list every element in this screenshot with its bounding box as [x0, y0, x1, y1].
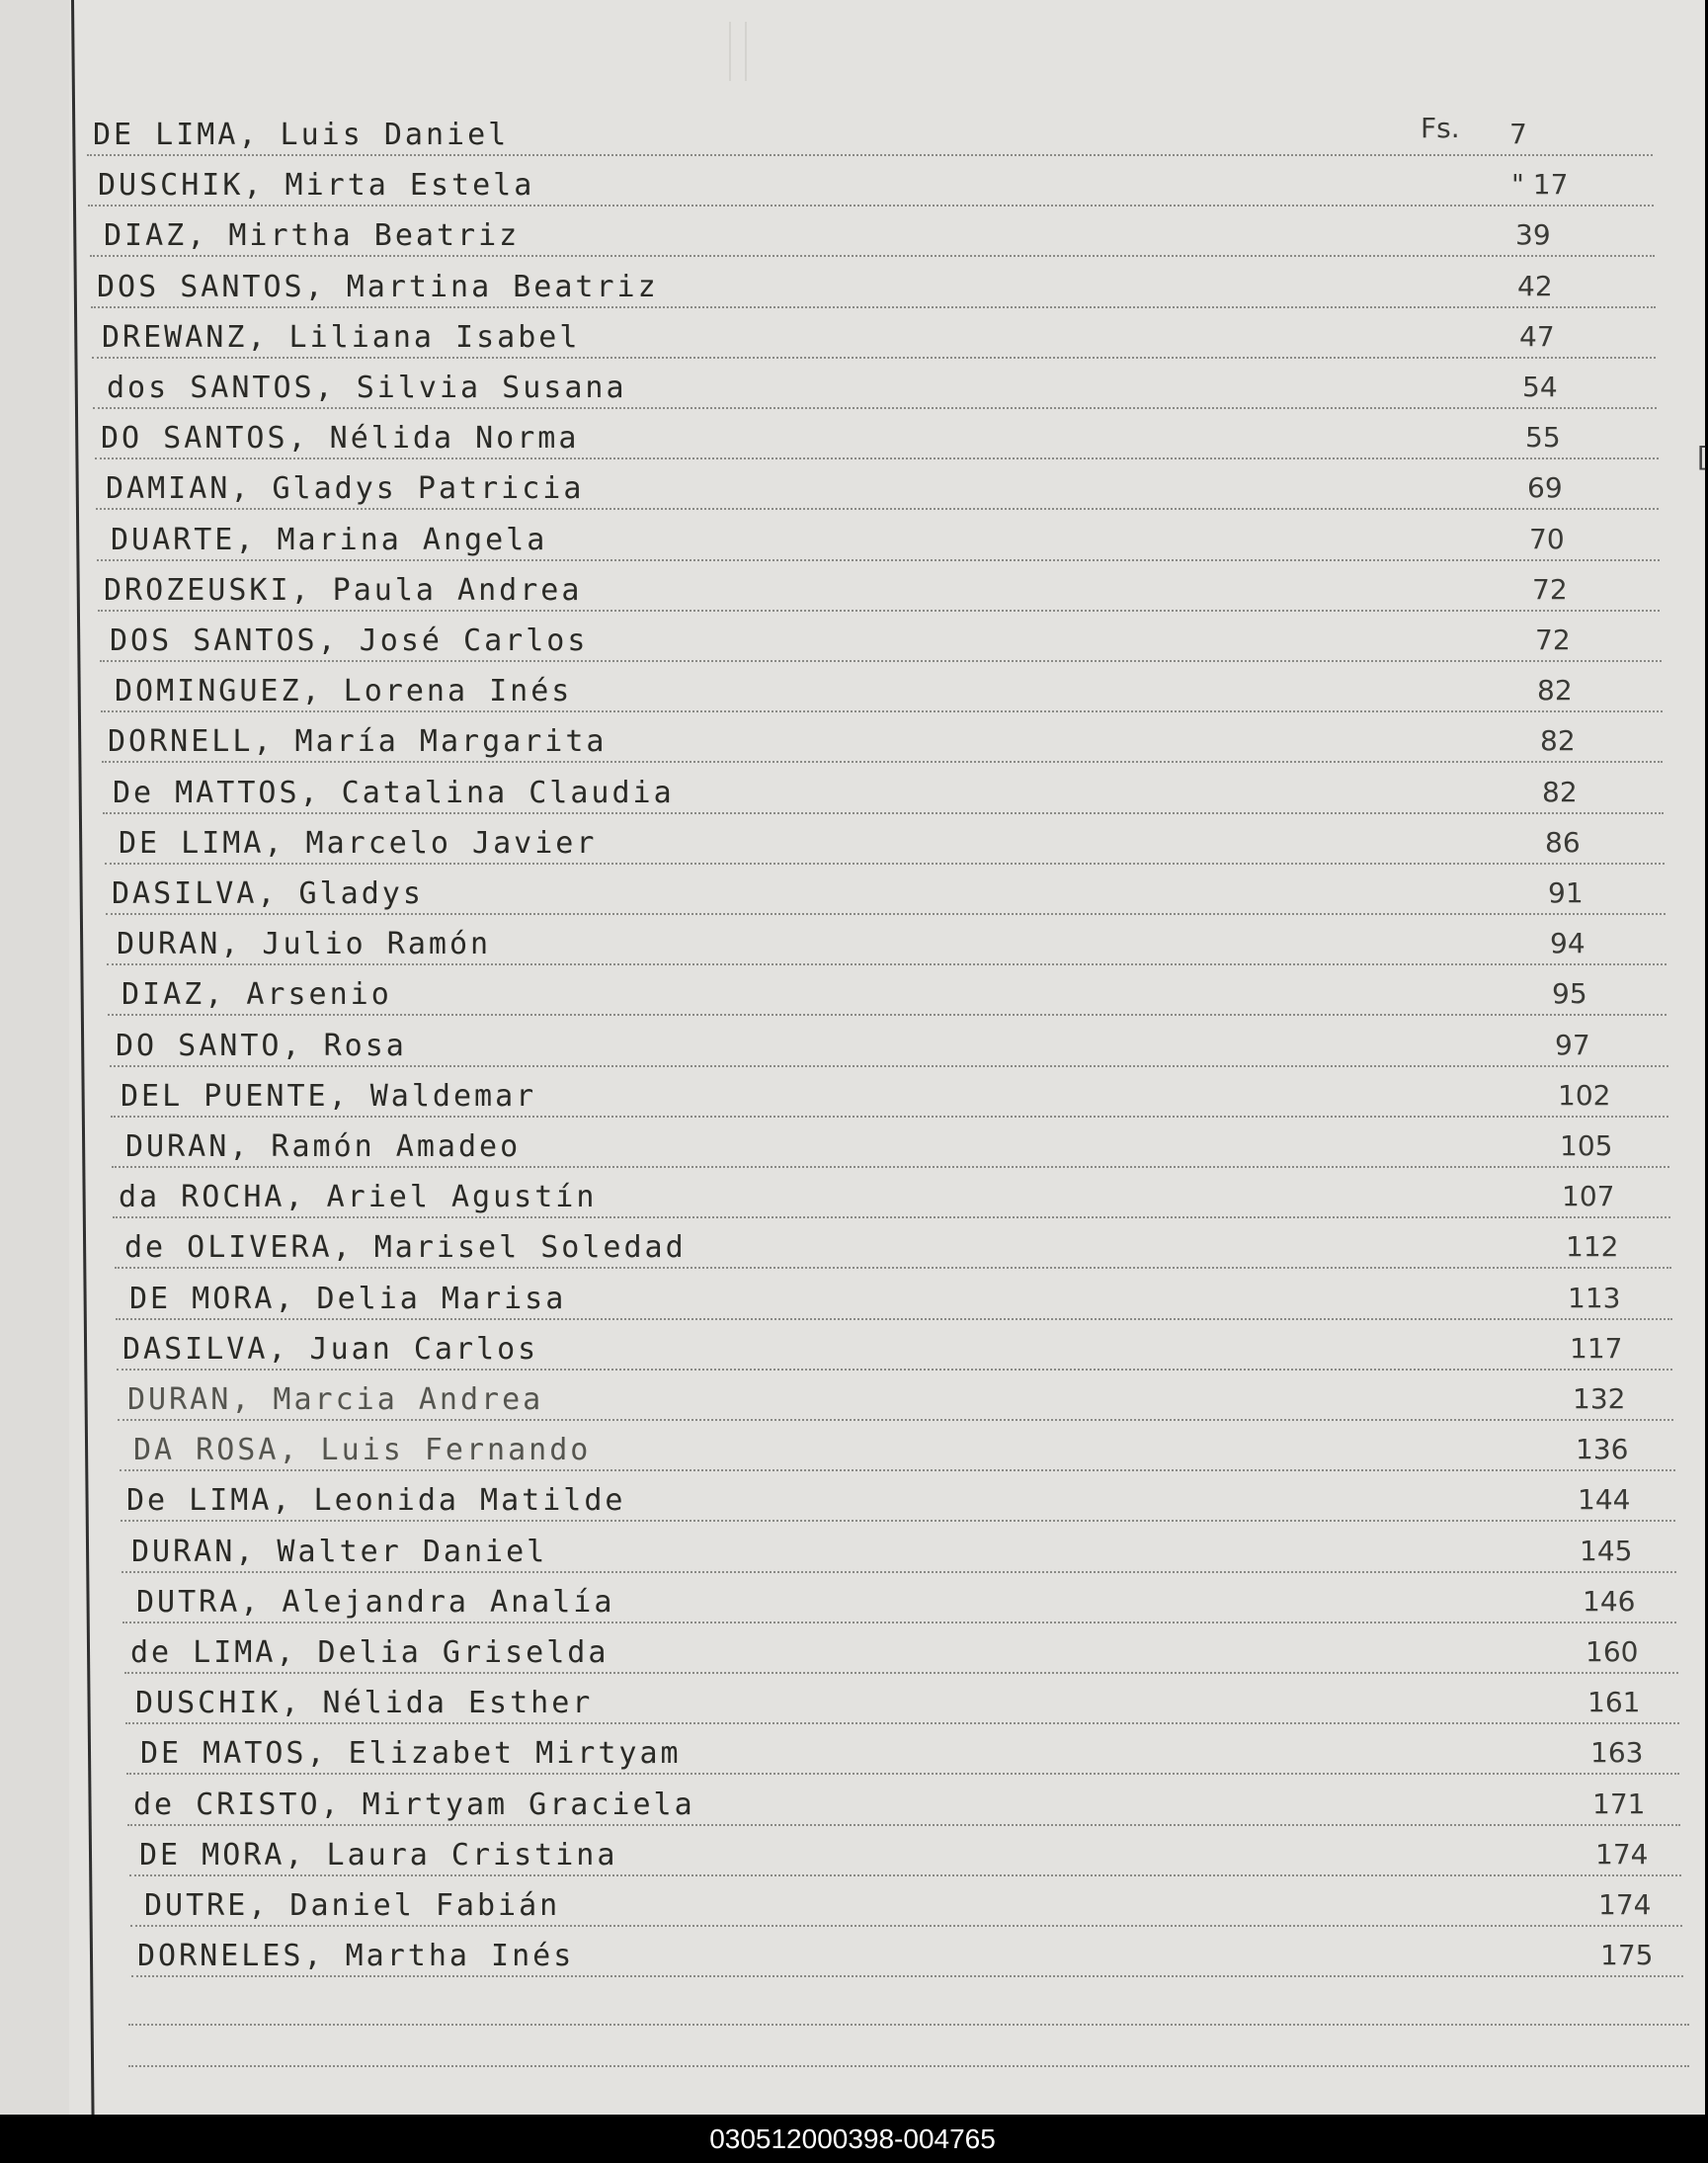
entry-folio: 174 [1595, 1838, 1649, 1871]
entry-name: DUSCHIK, Mirta Estela [98, 168, 535, 203]
dotted-rule [96, 508, 1659, 510]
bracket-mark: [ [1697, 441, 1708, 473]
entry-name: de CRISTO, Mirtyam Graciela [133, 1788, 695, 1822]
dotted-rule [124, 1672, 1678, 1674]
dotted-rule [107, 963, 1667, 965]
index-entry [118, 1383, 1673, 1423]
index-entry [105, 827, 1665, 867]
index-entry [125, 1687, 1679, 1726]
index-entry [120, 1434, 1675, 1473]
dotted-rule [125, 1722, 1679, 1724]
entry-name: da ROCHA, Ariel Agustín [119, 1180, 598, 1214]
entry-name: DIAZ, Arsenio [122, 977, 392, 1012]
entry-name: dos SANTOS, Silvia Susana [107, 371, 627, 405]
entry-name: DO SANTO, Rosa [116, 1029, 407, 1063]
entry-folio: 70 [1529, 523, 1565, 555]
entry-name: DREWANZ, Liliana Isabel [102, 320, 581, 355]
index-entry [100, 624, 1662, 664]
entry-name: DEL PUENTE, Waldemar [121, 1079, 537, 1114]
entry-name: DUTRA, Alejandra Analía [136, 1585, 615, 1620]
dotted-rule [97, 559, 1660, 561]
entry-folio: 163 [1590, 1736, 1644, 1769]
entry-folio: 112 [1566, 1230, 1619, 1263]
entry-name: DURAN, Marcia Andrea [127, 1382, 544, 1417]
entry-name: DORNELES, Martha Inés [137, 1939, 575, 1973]
index-entry [129, 1839, 1681, 1878]
entry-name: DUTRE, Daniel Fabián [144, 1888, 561, 1923]
entry-name: DOS SANTOS, Martina Beatriz [97, 270, 659, 304]
index-entry [127, 1789, 1680, 1828]
entry-name: DE LIMA, Marcelo Javier [119, 826, 598, 861]
entry-name: De LIMA, Leonida Matilde [126, 1483, 626, 1518]
punch-mark [729, 22, 747, 81]
entry-folio: 72 [1535, 624, 1571, 656]
index-entry [88, 169, 1654, 208]
dotted-rule [102, 761, 1663, 763]
entry-folio: 82 [1542, 776, 1578, 808]
entry-folio: 144 [1578, 1483, 1631, 1516]
dotted-rule [91, 306, 1656, 308]
entry-folio: 161 [1587, 1686, 1641, 1718]
entry-folio: 42 [1517, 270, 1553, 302]
dotted-rule [122, 1571, 1676, 1573]
entry-folio: 91 [1548, 876, 1584, 909]
entry-folio: 86 [1545, 826, 1581, 859]
entry-folio: 69 [1527, 471, 1563, 504]
dotted-rule [93, 407, 1657, 409]
entry-folio: 117 [1570, 1332, 1623, 1365]
dotted-rule [117, 1369, 1672, 1371]
entry-folio: 97 [1555, 1029, 1590, 1061]
entry-name: DURAN, Walter Daniel [131, 1535, 548, 1569]
index-entry [113, 1181, 1670, 1220]
entry-name: DASILVA, Juan Carlos [122, 1332, 539, 1367]
entry-name: DA ROSA, Luis Fernando [133, 1433, 592, 1467]
index-entry [102, 725, 1663, 765]
index-entry [106, 877, 1666, 917]
index-entry [108, 978, 1667, 1018]
entry-name: DUSCHIK, Nélida Esther [135, 1686, 594, 1720]
dotted-rule [87, 154, 1653, 156]
entry-folio: 39 [1515, 218, 1551, 251]
empty-rule [128, 2065, 1689, 2067]
entry-name: DURAN, Ramón Amadeo [125, 1129, 522, 1164]
entry-folio: 145 [1580, 1535, 1633, 1567]
entry-name: DOS SANTOS, José Carlos [110, 624, 589, 658]
entry-name: De MATTOS, Catalina Claudia [113, 776, 675, 810]
index-entry [90, 219, 1655, 259]
index-entry [98, 574, 1660, 614]
entry-name: DROZEUSKI, Paula Andrea [104, 573, 583, 608]
entry-name: DE MATOS, Elizabet Mirtyam [140, 1736, 682, 1771]
entry-folio: " 17 [1511, 168, 1569, 201]
dotted-rule [100, 660, 1662, 662]
entry-folio: 95 [1552, 977, 1587, 1010]
index-entry [124, 1636, 1678, 1676]
entry-folio: 102 [1558, 1079, 1611, 1112]
index-entry [93, 372, 1657, 411]
index-entry [116, 1283, 1672, 1322]
dotted-rule [110, 1065, 1668, 1067]
dotted-rule [101, 710, 1663, 712]
entry-name: DAMIAN, Gladys Patricia [106, 471, 585, 506]
dotted-rule [129, 1874, 1681, 1876]
dotted-rule [131, 1975, 1683, 1977]
dotted-rule [115, 1267, 1671, 1269]
index-entry [95, 422, 1659, 461]
dotted-rule [118, 1419, 1673, 1421]
dotted-rule [121, 1520, 1675, 1522]
dotted-rule [95, 458, 1659, 459]
entry-name: DE MORA, Delia Marisa [129, 1282, 567, 1316]
entry-folio: 82 [1537, 674, 1573, 707]
entry-folio: 160 [1586, 1635, 1639, 1668]
entry-folio: 47 [1519, 320, 1555, 353]
entry-folio: 54 [1522, 371, 1558, 403]
dotted-rule [103, 812, 1664, 814]
entry-folio: 136 [1576, 1433, 1629, 1465]
dotted-rule [112, 1166, 1669, 1168]
entry-folio: 72 [1532, 573, 1568, 606]
dotted-rule [88, 205, 1654, 207]
index-entry [126, 1737, 1679, 1777]
dotted-rule [127, 1824, 1680, 1826]
dotted-rule [116, 1318, 1672, 1320]
dotted-rule [90, 255, 1655, 257]
index-entry [87, 119, 1653, 158]
index-entry [91, 271, 1656, 310]
index-entry [97, 524, 1660, 563]
entry-name: DORNELL, María Margarita [108, 724, 608, 759]
index-entry [117, 1333, 1672, 1373]
page-left-edge [0, 0, 69, 2115]
entry-name: de OLIVERA, Marisel Soledad [124, 1230, 687, 1265]
dotted-rule [111, 1116, 1668, 1118]
index-entry [96, 472, 1659, 512]
dotted-rule [105, 863, 1665, 865]
entry-folio: 107 [1562, 1180, 1615, 1212]
document-id-footer: 030512000398-004765 [0, 2115, 1705, 2163]
index-entry [107, 928, 1667, 967]
entry-folio: 171 [1592, 1788, 1646, 1820]
index-entry [103, 777, 1664, 816]
entry-folio: 55 [1525, 421, 1561, 454]
entry-name: DURAN, Julio Ramón [117, 927, 492, 961]
dotted-rule [98, 610, 1660, 612]
entry-folio: 94 [1550, 927, 1586, 959]
empty-rule [128, 2024, 1689, 2026]
index-entry [92, 321, 1656, 361]
index-entry [111, 1080, 1668, 1120]
entry-name: de LIMA, Delia Griselda [130, 1635, 610, 1670]
dotted-rule [130, 1925, 1682, 1927]
index-entry [130, 1889, 1682, 1929]
entry-name: DE MORA, Laura Cristina [139, 1838, 618, 1872]
folio-header-label: Fs. [1421, 112, 1460, 144]
entry-name: DO SANTOS, Nélida Norma [101, 421, 580, 456]
dotted-rule [106, 913, 1666, 915]
dotted-rule [113, 1216, 1670, 1218]
entry-name: DUARTE, Marina Angela [111, 523, 548, 557]
entry-folio: 82 [1540, 724, 1576, 757]
index-entry [112, 1130, 1669, 1170]
entry-name: DE LIMA, Luis Daniel [93, 118, 510, 152]
entry-folio: 132 [1573, 1382, 1626, 1415]
dotted-rule [122, 1622, 1676, 1623]
dotted-rule [120, 1469, 1675, 1471]
index-entry [122, 1586, 1676, 1625]
entry-name: DOMINGUEZ, Lorena Inés [115, 674, 573, 708]
entry-folio: 146 [1583, 1585, 1636, 1618]
entry-name: DASILVA, Gladys [112, 876, 424, 911]
index-entry [122, 1536, 1676, 1575]
index-entry [101, 675, 1663, 714]
dotted-rule [108, 1014, 1667, 1016]
index-entry [115, 1231, 1671, 1271]
entry-folio: 113 [1568, 1282, 1621, 1314]
entry-folio: 105 [1560, 1129, 1613, 1162]
entry-folio: 175 [1600, 1939, 1654, 1971]
margin-line [71, 0, 95, 2115]
dotted-rule [126, 1773, 1679, 1775]
entry-folio: 174 [1598, 1888, 1652, 1921]
dotted-rule [92, 357, 1656, 359]
index-entry [131, 1940, 1683, 1979]
index-entry [110, 1030, 1668, 1069]
entry-name: DIAZ, Mirtha Beatriz [104, 218, 521, 253]
entry-folio: 7 [1509, 118, 1527, 150]
index-entry [121, 1484, 1675, 1524]
